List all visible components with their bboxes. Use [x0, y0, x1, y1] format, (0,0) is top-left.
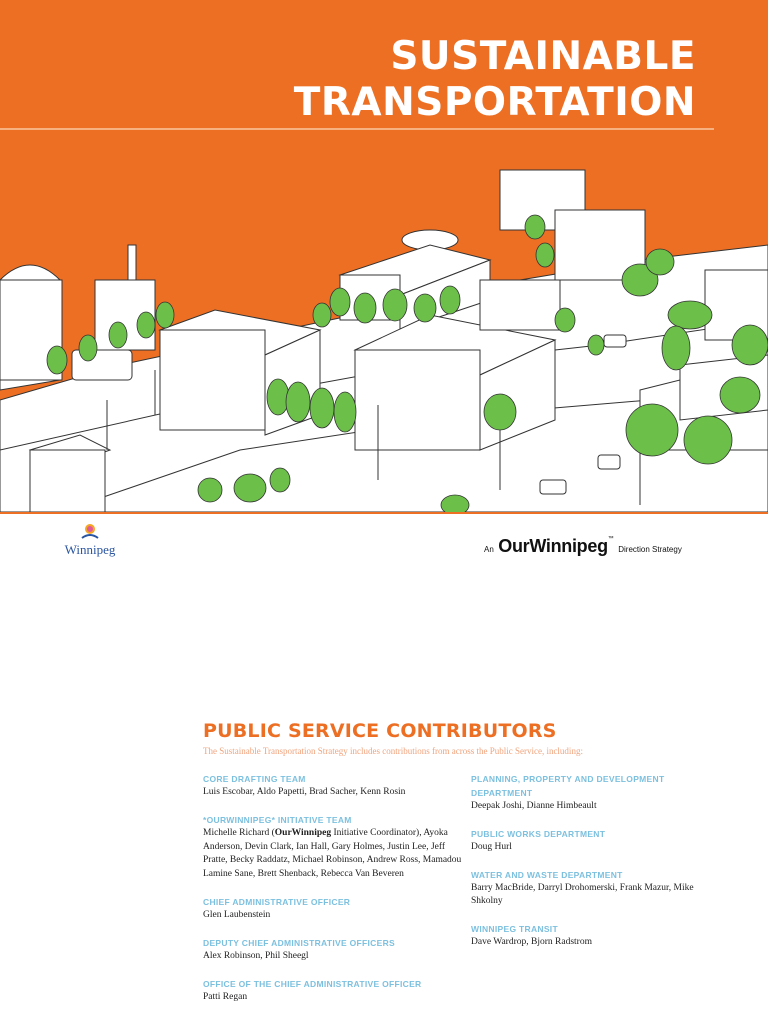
section-heading: CORE DRAFTING TEAM — [203, 774, 306, 784]
city-street-illustration — [0, 150, 768, 512]
title-line-2: TRANSPORTATION — [293, 80, 696, 125]
section-names — [203, 827, 471, 882]
section-heading: PLANNING, PROPERTY AND DEVELOPMENT DEPARTMENT — [471, 774, 665, 798]
cover-bottom-rule — [0, 512, 768, 514]
title-line-1: SUSTAINABLE — [390, 34, 696, 79]
section-names: Deepak Joshi, Dianne Himbeault — [471, 801, 597, 811]
contributors-heading: PUBLIC SERVICE CONTRIBUTORS — [203, 720, 557, 742]
ourwinnipeg-bold: OurWinnipeg — [274, 827, 332, 838]
tagline-suffix: Direction Strategy — [618, 545, 682, 554]
contributors-right-column — [471, 772, 711, 963]
section-names: Doug Hurl — [471, 841, 512, 852]
section-names: Patti Regan — [203, 991, 248, 1002]
city-of-winnipeg-logo — [60, 520, 120, 564]
contributor-section — [471, 922, 711, 950]
contributor-section — [203, 895, 471, 923]
contributor-section — [471, 827, 711, 855]
section-heading: PUBLIC WORKS DEPARTMENT — [471, 828, 606, 839]
winnipeg-logo-text: Winnipeg — [64, 542, 116, 557]
ourwinnipeg-wordmark: OurWinnipeg — [498, 536, 608, 556]
contributor-section — [203, 772, 471, 800]
section-heading: OFFICE OF THE CHIEF ADMINISTRATIVE OFFICER — [203, 978, 422, 989]
title-rule — [0, 128, 714, 130]
winnipeg-logo-icon — [60, 520, 120, 544]
contributor-section — [203, 977, 471, 1005]
section-heading: DEPUTY CHIEF ADMINISTRATIVE OFFICERS — [203, 937, 395, 948]
section-names: Barry MacBride, Darryl Drohomerski, Frank Mazur, Mike Shkolny — [471, 882, 694, 907]
contributors-left-column — [203, 772, 471, 1017]
section-names: Luis Escobar, Aldo Papetti, Brad Sacher, Kenn Rosin — [203, 787, 406, 797]
contributors-intro: The Sustainable Transportation Strategy includes contributions from across the Public Service, including: — [203, 746, 583, 756]
section-heading: WATER AND WASTE DEPARTMENT — [471, 869, 623, 880]
direction-strategy-tagline — [484, 536, 682, 557]
contributor-section — [203, 936, 471, 964]
names-pre: Michelle Richard ( — [203, 827, 275, 838]
names-post: Initiative Coordinator), Ayoka Anderson, Devin Clark, Ian Hall, Gary Holmes, Justin Lee, Jeff Pratte, Becky Raddatz, Michael Robinson, Andrew Ross, Mamadou Lamine Sane, Brett Shenback, Rebecca Van Beveren — [203, 827, 462, 880]
section-names: Dave Wardrop, Bjorn Radstrom — [471, 937, 592, 948]
section-heading: CHIEF ADMINISTRATIVE OFFICER — [203, 896, 351, 907]
section-names: Glen Laubenstein — [203, 909, 271, 920]
trademark-mark: ™ — [607, 536, 614, 542]
cover-title — [294, 34, 696, 126]
contributor-section — [203, 813, 471, 882]
contributor-section — [471, 772, 711, 814]
tagline-prefix: An — [484, 545, 494, 554]
section-heading: WINNIPEG TRANSIT — [471, 924, 558, 935]
contributor-section — [471, 868, 711, 910]
section-names: Alex Robinson, Phil Sheegl — [203, 950, 309, 961]
section-heading: *OURWINNIPEG* INITIATIVE TEAM — [203, 814, 352, 825]
